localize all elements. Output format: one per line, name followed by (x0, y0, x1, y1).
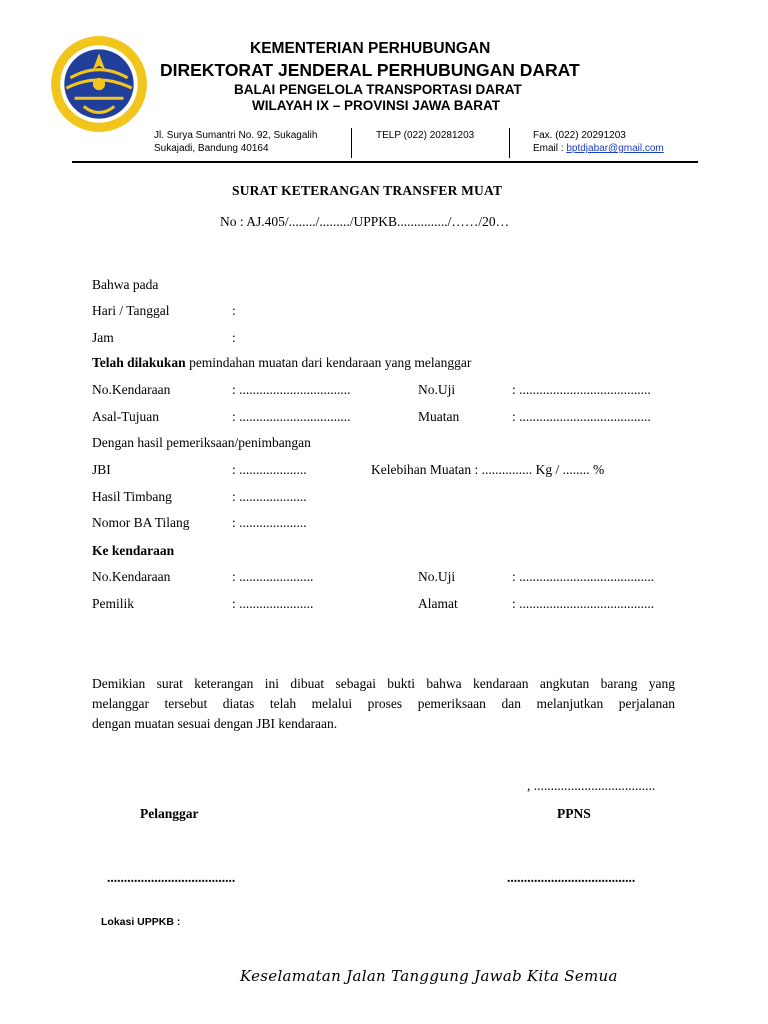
ticket-value: : .................... (232, 515, 307, 530)
header-divider (509, 128, 510, 158)
to-test-no-value: : ........................................ (512, 569, 655, 584)
closing-line-3: dengan muatan sesuai dengan JBI kendaraan. (92, 716, 338, 731)
ministry-emblem-icon (48, 33, 150, 135)
ministry-name: KEMENTERIAN PERHUBUNGAN (250, 40, 491, 57)
test-no-value: : ....................................... (512, 382, 651, 397)
cargo-label: Muatan (418, 409, 460, 424)
route-label: Asal-Tujuan (92, 409, 160, 424)
footer-motto: Keselamatan Jalan Tanggung Jawab Kita Semua (240, 967, 618, 985)
route-value: : ................................. (232, 409, 351, 424)
transfer-bold: Telah dilakukan (92, 355, 186, 370)
address-value: : ........................................ (512, 596, 655, 611)
inspection-intro: Dengan hasil pemeriksaan/penimbangan (92, 435, 311, 450)
owner-label: Pemilik (92, 596, 135, 611)
official-label: PPNS (557, 806, 591, 821)
to-test-no-label: No.Uji (418, 569, 456, 584)
test-no-label: No.Uji (418, 382, 456, 397)
closing-line-1: Demikian surat keterangan ini dibuat sebagai bukti bahwa kendaraan angkutan barang yang (92, 676, 675, 691)
region-name: WILAYAH IX – PROVINSI JAWA BARAT (252, 98, 501, 113)
document-number: No : AJ.405/......../........./UPPKB.............../……/20… (220, 214, 510, 229)
office-name: BALAI PENGELOLA TRANSPORTASI DARAT (234, 82, 522, 97)
weigh-label: Hasil Timbang (92, 489, 172, 504)
cargo-value: : ....................................... (512, 409, 651, 424)
vehicle-no-label: No.Kendaraan (92, 382, 171, 397)
ticket-label: Nomor BA Tilang (92, 515, 190, 530)
location-label: Lokasi UPPKB : (101, 916, 181, 928)
header-divider (351, 128, 352, 158)
fax: Fax. (022) 20291203 (533, 130, 626, 141)
time-colon: : (232, 330, 236, 345)
closing-paragraph (92, 674, 675, 734)
telephone: TELP (022) 20281203 (376, 130, 475, 141)
directorate-name: DIREKTORAT JENDERAL PERHUBUNGAN DARAT (160, 60, 580, 80)
jbi-value: : .................... (232, 462, 307, 477)
to-vehicle-no-label: No.Kendaraan (92, 569, 171, 584)
email-label: Email : (533, 143, 567, 154)
address-label: Alamat (418, 596, 458, 611)
weigh-value: : .................... (232, 489, 307, 504)
to-vehicle-heading: Ke kendaraan (92, 543, 175, 558)
place-date: , .................................... (527, 778, 656, 793)
email-link[interactable]: bptdjabar@gmail.com (566, 143, 664, 154)
owner-value: : ...................... (232, 596, 314, 611)
office-address (154, 129, 317, 155)
jbi-label: JBI (92, 462, 111, 477)
transfer-rest: pemindahan muatan dari kendaraan yang melanggar (185, 355, 472, 370)
to-vehicle-no-value: : ...................... (232, 569, 314, 584)
time-label: Jam (92, 330, 114, 345)
violator-signature-line: ...................................... (107, 870, 236, 885)
day-date-label: Hari / Tanggal (92, 303, 170, 318)
email-row (533, 142, 664, 155)
closing-line-2: melanggar tersebut diatas telah melalui proses pemeriksaan dan melanjutkan perjalanan (92, 696, 675, 711)
day-date-colon: : (232, 303, 236, 318)
document-title: SURAT KETERANGAN TRANSFER MUAT (232, 183, 503, 198)
address-line-1: Jl. Surya Sumantri No. 92, Sukagalih (154, 130, 318, 141)
vehicle-no-value: : ................................. (232, 382, 351, 397)
intro-text: Bahwa pada (92, 277, 159, 292)
official-signature-line: ...................................... (507, 870, 636, 885)
fax-email (533, 129, 664, 155)
transfer-statement (92, 355, 471, 371)
violator-label: Pelanggar (140, 806, 199, 821)
header-rule (72, 161, 698, 163)
excess-load: Kelebihan Muatan : ............... Kg / ........ % (371, 462, 605, 477)
address-line-2: Sukajadi, Bandung 40164 (154, 143, 269, 154)
